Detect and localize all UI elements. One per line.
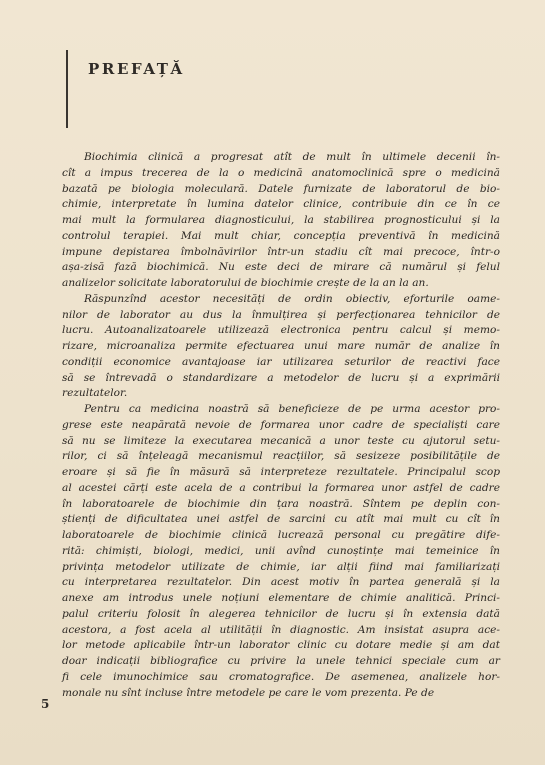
preface-body	[62, 150, 500, 701]
paragraph	[62, 150, 500, 292]
text-line: să se întrevadă o standardizare a metodelor de lucru și a exprimării	[62, 371, 500, 384]
page-title: PREFAȚĂ	[88, 60, 185, 78]
text-line: eroare și să fie în măsură să interpreteze rezultatele. Principalul scop	[62, 466, 500, 478]
title-vertical-rule	[66, 50, 68, 128]
text-line: impune depistarea îmbolnăvirilor într-un stadiu cît mai precoce, într-o	[62, 245, 500, 258]
text-line: analizelor solicitate laboratorului de biochimie crește de la an la an.	[62, 277, 429, 289]
text-line: rilor, ci să înțeleagă mecanismul reacțiilor, să sesizeze posibilitățile de	[62, 450, 500, 463]
text-line: lor metode aplicabile într-un laborator clinic cu dotare medie și am dat	[62, 639, 500, 652]
text-line: să nu se limiteze la executarea mecanică a unor teste cu ajutorul setu-	[62, 434, 500, 447]
paragraph	[62, 402, 500, 701]
text-line: rizare, microanaliza permite efectuarea unui mare număr de analize în	[62, 340, 500, 352]
text-line: mai mult la formularea diagnosticului, la stabilirea prognosticului și la	[62, 214, 500, 226]
text-line: fi cele imunochimice sau cromatografice. De asemenea, analizele hor-	[62, 670, 500, 683]
text-line: grese este neapărată nevoie de formarea unor cadre de specialiști care	[62, 418, 500, 431]
text-line: anexe am introdus unele noțiuni elementare de chimie analitică. Princi-	[62, 592, 500, 604]
text-line: rită: chimiști, biologi, medici, unii avînd cunoștințe mai temeinice în	[62, 544, 500, 557]
text-line: știenți de dificultatea unei astfel de sarcini cu atît mai mult cu cît în	[62, 513, 500, 526]
text-line: Biochimia clinică a progresat atît de mult în ultimele decenii în-	[84, 151, 500, 163]
text-line: nilor de laborator au dus la înmulțirea și perfecționarea tehnicilor de	[62, 308, 500, 321]
text-line: al acestei cărți este acela de a contribui la formarea unor astfel de cadre	[62, 481, 500, 494]
text-line: Răspunzînd acestor necesități de ordin obiectiv, eforturile oame-	[84, 292, 500, 305]
text-line: monale nu sînt incluse între metodele pe care le vom prezenta. Pe de	[62, 686, 435, 699]
text-line: condiții economice avantajoase iar utilizarea seturilor de reactivi face	[62, 355, 500, 368]
text-line: rezultatelor.	[62, 387, 128, 400]
text-line: Pentru ca medicina noastră să beneficieze de pe urma acestor pro-	[84, 403, 500, 415]
text-line: cu interpretarea rezultatelor. Din acest motiv în partea generală și la	[62, 576, 500, 589]
text-line: chimie, interpretate în lumina datelor clinice, contribuie din ce în ce	[62, 198, 500, 211]
text-line: așa-zisă fază biochimică. Nu este deci de mirare că numărul și felul	[62, 261, 500, 274]
text-line: acestora, a fost acela al utilității în diagnostic. Am insistat asupra ace-	[62, 623, 500, 636]
text-line: laboratoarele de biochimie clinică lucrează personal cu pregătire dife-	[62, 529, 500, 541]
text-line: palul criteriu folosit în alegerea tehnicilor de lucru și în extensia dată	[62, 607, 500, 620]
text-line: în laboratoarele de biochimie din țara noastră. Sîntem pe deplin con-	[62, 497, 500, 510]
page-number: 5	[41, 697, 50, 711]
text-line: privința metodelor utilizate de chimie, iar alții fiind mai familiarizați	[62, 560, 500, 573]
text-line: lucru. Autoanalizatoarele utilizează electronica pentru calcul și memo-	[62, 324, 500, 337]
text-line: cît a impus trecerea de la o medicină anatomoclinică spre o medicină	[62, 166, 500, 179]
paragraph	[62, 292, 500, 402]
text-line: doar indicații bibliografice cu privire la unele tehnici speciale cum ar	[62, 655, 500, 667]
text-line: controlul terapiei. Mai mult chiar, concepția preventivă în medicină	[62, 229, 500, 242]
text-line: bazată pe biologia moleculară. Datele furnizate de laboratorul de bio-	[62, 182, 500, 195]
